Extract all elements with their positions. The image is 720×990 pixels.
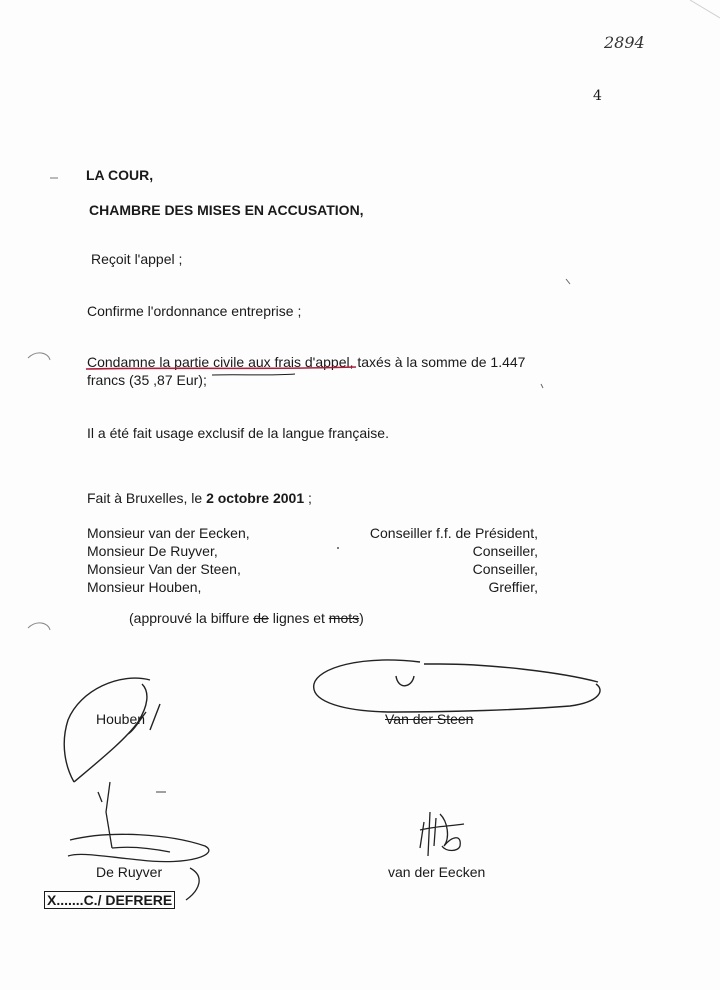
ink-underline-mark bbox=[212, 374, 295, 375]
member-role: Conseiller, bbox=[472, 543, 538, 559]
decision-condemns-line2: francs (35 ,87 Eur); bbox=[87, 372, 207, 388]
handwritten-archive-number: 2894 bbox=[604, 33, 645, 52]
case-reference-box: X.......C./ DEFRERE bbox=[44, 891, 175, 909]
language-statement: Il a été fait usage exclusif de la langue française. bbox=[87, 425, 389, 441]
punch-hole-mark bbox=[28, 353, 50, 360]
van-der-steen-signature-icon bbox=[314, 660, 600, 712]
houben-signature-icon bbox=[64, 678, 160, 782]
signature-name-houben: Houben bbox=[96, 711, 146, 727]
punch-hole-mark bbox=[28, 623, 50, 630]
van-der-eecken-signature-icon bbox=[420, 812, 464, 856]
chamber-title: CHAMBRE DES MISES EN ACCUSATION, bbox=[89, 202, 364, 218]
decision-confirms: Confirme l'ordonnance entreprise ; bbox=[87, 303, 302, 319]
approval-struck-de: de bbox=[253, 610, 269, 626]
approval-middle: lignes et bbox=[268, 610, 329, 626]
member-role: Greffier, bbox=[488, 579, 538, 595]
signature-name-van-der-steen: Van der Steen bbox=[385, 711, 474, 727]
signature-name-van-der-eecken: van der Eecken bbox=[388, 864, 486, 880]
approval-struck-mots: mots bbox=[328, 610, 360, 626]
member-role: Conseiller f.f. de Président, bbox=[369, 525, 538, 541]
approval-prefix: (approuvé la biffure bbox=[129, 610, 254, 626]
decision-date: 2 octobre 2001 bbox=[206, 490, 305, 506]
approval-note bbox=[129, 609, 364, 627]
member-name: Monsieur De Ruyver, bbox=[87, 543, 218, 559]
decision-receives: Reçoit l'appel ; bbox=[91, 251, 183, 267]
stray-mark bbox=[566, 279, 570, 284]
decision-condemns-line1: Condamne la partie civile aux frais d'appel, taxés à la somme de 1.447 bbox=[87, 354, 526, 370]
court-title: LA COUR, bbox=[86, 167, 154, 183]
de-ruyver-signature-icon bbox=[68, 782, 209, 900]
approval-suffix: ) bbox=[359, 610, 364, 626]
member-name: Monsieur Van der Steen, bbox=[87, 561, 241, 577]
member-name: Monsieur van der Eecken, bbox=[87, 525, 250, 541]
member-name: Monsieur Houben, bbox=[87, 579, 202, 595]
member-role: Conseiller, bbox=[472, 561, 538, 577]
signature-name-de-ruyver: De Ruyver bbox=[96, 864, 163, 880]
page-corner-shadow bbox=[690, 0, 720, 18]
place-date bbox=[87, 489, 312, 507]
place-date-prefix: Fait à Bruxelles, le bbox=[87, 490, 207, 506]
page-number: 4 bbox=[593, 88, 602, 104]
stray-mark bbox=[541, 384, 543, 388]
stray-dot bbox=[337, 547, 339, 549]
place-date-suffix: ; bbox=[304, 490, 312, 506]
